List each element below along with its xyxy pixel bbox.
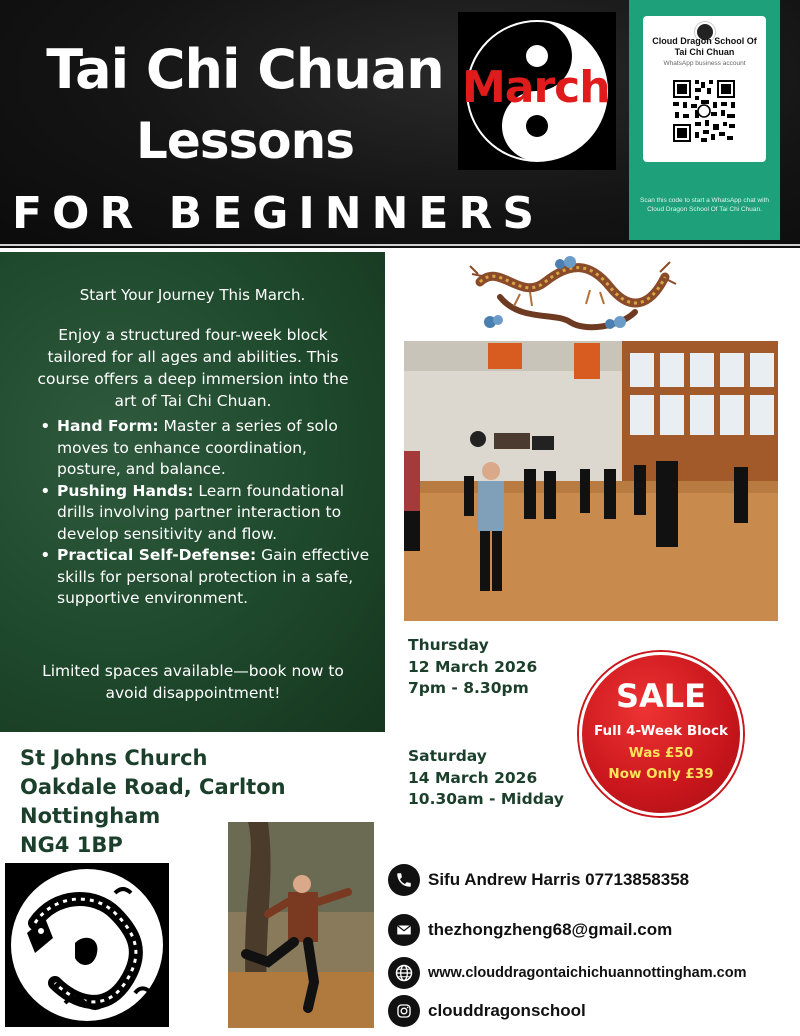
address-postcode: NG4 1BP: [20, 833, 123, 857]
phone-icon: [388, 864, 420, 896]
address-line: St Johns Church: [20, 746, 208, 770]
closing-note: Limited spaces available—book now to avoid disappointment!: [42, 662, 344, 702]
header-banner: [0, 0, 800, 248]
feature-text: Gain effective skills for personal protection in a safe, supportive environment.: [57, 546, 370, 607]
feature-title: Practical Self-Defense:: [57, 546, 257, 564]
phone-number: Sifu Andrew Harris 07713858358: [428, 870, 690, 889]
address-line: Oakdale Road, Carlton: [20, 775, 286, 799]
feature-text: Master a series of solo moves to enhance coordination, posture, and balance.: [57, 417, 338, 478]
feature-title: Pushing Hands:: [57, 481, 194, 500]
envelope-icon: [388, 914, 420, 946]
whatsapp-business-name: Cloud Dragon School Of Tai Chi Chuan: [652, 36, 757, 57]
list-item: [40, 416, 370, 481]
sale-old-price: Was £50: [628, 745, 694, 761]
intro-heading: Start Your Journey This March.: [79, 286, 306, 304]
contact-email[interactable]: [388, 914, 672, 946]
intro-body: Enjoy a structured four-week block tailored for all ages and abilities. This course offers a deep immersion into the art of Tai Chi Chuan.: [37, 326, 349, 410]
session-date: 12 March 2026: [408, 657, 538, 676]
globe-icon: [388, 957, 420, 989]
whatsapp-card: [643, 16, 766, 162]
session-saturday: [408, 746, 564, 811]
address-line: Nottingham: [20, 804, 161, 828]
title-line-3: FOR BEGINNERS: [12, 188, 545, 239]
instagram-icon: [388, 995, 420, 1027]
sale-badge: [579, 652, 743, 816]
session-thursday: [408, 635, 537, 700]
session-day: Thursday: [408, 636, 489, 654]
session-time: 10.30am - Midday: [408, 790, 564, 808]
month-overlay: March: [462, 62, 610, 113]
qr-code-icon[interactable]: [671, 78, 737, 144]
list-item: [40, 545, 370, 610]
feature-text: Learn foundational drills involving partner interaction to develop sensitivity and flow.: [57, 481, 345, 543]
whatsapp-scan-instructions: Scan this code to start a WhatsApp chat with Cloud Dragon School Of Tai Chi Chuan.: [640, 197, 769, 213]
header-divider: [0, 244, 800, 246]
session-time: 7pm - 8.30pm: [408, 679, 529, 697]
dragon-logo-icon: [5, 863, 169, 1027]
title-line-1: Tai Chi Chuan: [46, 38, 444, 101]
contact-website[interactable]: [388, 957, 746, 989]
list-item: [40, 481, 370, 546]
sale-new-price: Now Only £39: [608, 766, 714, 782]
website-url: www.clouddragontaichichuannottingham.com: [428, 965, 747, 981]
whatsapp-qr-panel: [629, 0, 780, 240]
email-address: thezhongzheng68@gmail.com: [428, 920, 673, 939]
sale-title: SALE: [615, 677, 707, 715]
instructor-photo: [228, 822, 374, 1028]
whatsapp-account-type: WhatsApp business account: [663, 60, 746, 67]
session-date: 14 March 2026: [408, 768, 538, 787]
dragon-illustration-icon: [460, 252, 680, 332]
contact-phone[interactable]: [388, 864, 689, 896]
sale-offer: Full 4-Week Block: [593, 723, 729, 739]
contact-instagram[interactable]: [388, 995, 586, 1027]
title-line-2: Lessons: [136, 112, 354, 170]
instagram-handle: clouddragonschool: [428, 1001, 586, 1020]
feature-title: Hand Form:: [57, 417, 159, 435]
course-features-list: [40, 416, 370, 610]
class-photo: [404, 341, 778, 621]
session-day: Saturday: [408, 747, 487, 765]
course-description-panel: [0, 252, 385, 732]
